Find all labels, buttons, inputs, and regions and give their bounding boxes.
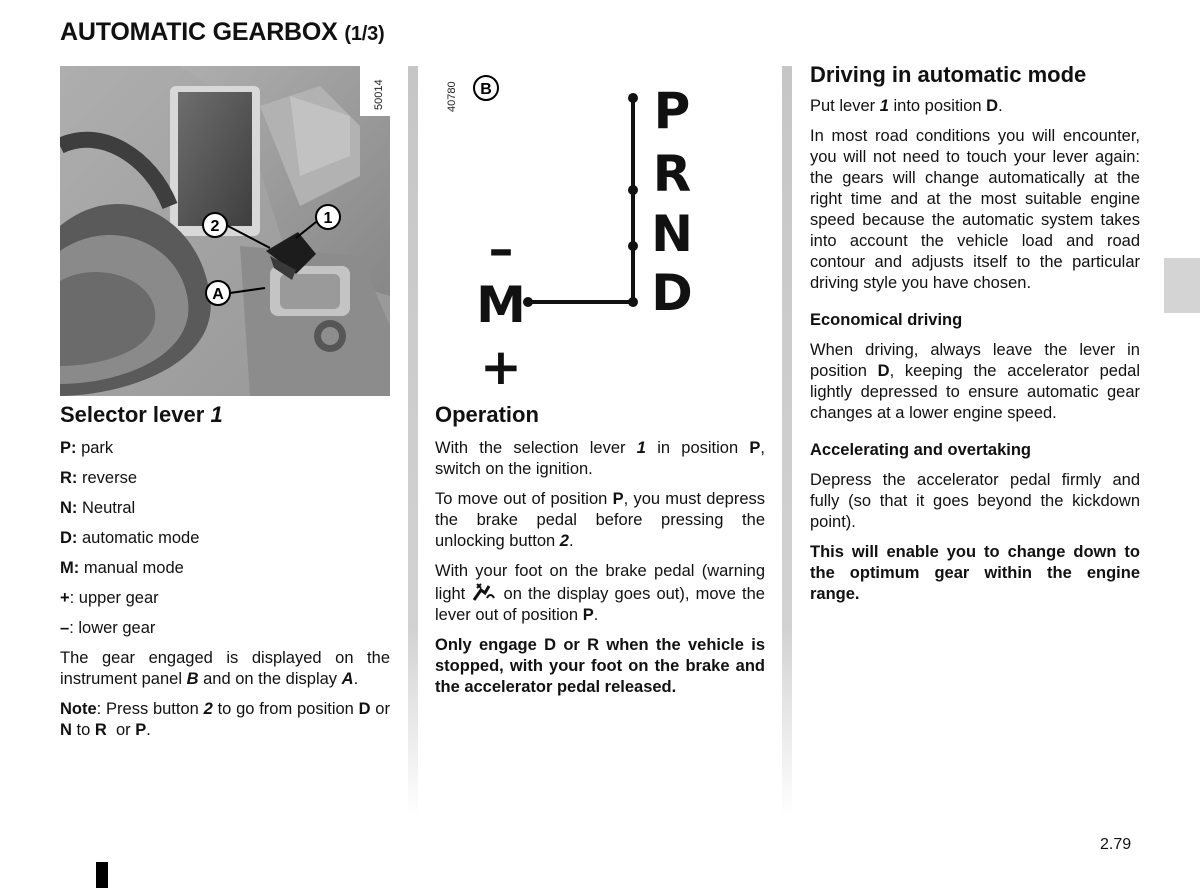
gear-label-p: P [653, 82, 691, 140]
operation-paragraph-1: With the selection lever 1 in position P, switch on the ignition. [435, 439, 765, 478]
automatic-mode-paragraph-1: Put lever 1 into position D. [810, 97, 1003, 115]
gate-dot-n [628, 241, 638, 251]
operation-heading: Operation [435, 402, 539, 427]
gear-item-m: M: manual mode [60, 559, 184, 577]
foot-on-brake-warning-icon [471, 582, 497, 602]
kickdown-note: This will enable you to change down to the optimum gear within the engine range. [810, 543, 1140, 603]
crop-mark [96, 862, 108, 888]
selector-lever-section [60, 402, 390, 750]
gear-item-minus: –: lower gear [60, 619, 156, 637]
gear-display-paragraph: The gear engaged is displayed on the instrument panel B and on the display A. [60, 649, 390, 688]
gear-item-r: R: reverse [60, 469, 138, 487]
gate-dot-d [628, 297, 638, 307]
selector-lever-heading: Selector lever 1 [60, 402, 223, 427]
gear-item-n: N: Neutral [60, 499, 136, 517]
gear-item-plus: +: upper gear [60, 589, 159, 607]
gear-label-n: N [651, 205, 693, 263]
page-title-suffix: (1/3) [344, 23, 385, 45]
gate-illustration [435, 66, 765, 396]
diagram-figure-number: 40780 [446, 81, 458, 112]
economical-driving-paragraph: When driving, always leave the lever in position D, keeping the accelerator pedal lightly depressed to ensure automatic gear changes at a lower engine speed. [810, 341, 1140, 422]
interior-illustration [60, 66, 390, 396]
gear-label-d: D [651, 264, 693, 322]
accelerating-paragraph: Depress the accelerator pedal firmly and fully (so that it goes beyond the kickdown point). [810, 471, 1140, 531]
callout-1: 1 [323, 210, 333, 227]
accelerating-heading: Accelerating and overtaking [810, 441, 1031, 459]
automatic-mode-paragraph-2: In most road conditions you will encounter, you will not need to touch your lever again: the gears will change automatically at the right time and at the most suitable engine speed because the automatic system takes into account the vehicle load and road contour and adjusts itself to the particular driving style you have chosen. [810, 127, 1140, 292]
gate-dot-r [628, 185, 638, 195]
page-title [60, 18, 385, 47]
gear-label-m: M [476, 276, 526, 334]
gear-item-p: P: park [60, 439, 114, 457]
column-divider-left [408, 66, 418, 816]
gear-label-r: R [652, 145, 692, 203]
callout-b: B [480, 81, 492, 98]
gear-label-plus: + [480, 338, 522, 396]
photo-figure-number: 50014 [373, 79, 385, 110]
gear-label-minus: – [488, 220, 514, 278]
automatic-mode-section [810, 62, 1140, 614]
operation-warning: Only engage D or R when the vehicle is stopped, with your foot on the brake and the accelerator pedal released. [435, 636, 765, 696]
page-number: 2.79 [1100, 836, 1132, 853]
callout-2: 2 [210, 218, 220, 235]
operation-section [435, 402, 765, 707]
selector-lever-photo [60, 66, 390, 396]
gear-gate-diagram [435, 66, 765, 396]
operation-paragraph-2: To move out of position P, you must depress the brake pedal before pressing the unlocking button 2. [435, 490, 765, 550]
column-divider-right [782, 66, 792, 816]
page-title-text: AUTOMATIC GEARBOX [60, 18, 338, 46]
operation-paragraph-3: With your foot on the brake pedal (warning light on the display goes out), move the lever out of position P. [435, 562, 765, 624]
economical-driving-heading: Economical driving [810, 311, 963, 329]
note-paragraph: Note: Press button 2 to go from position D or N to R or P. [60, 700, 390, 739]
chapter-tab [1164, 258, 1200, 313]
callout-a: A [212, 286, 224, 303]
gate-dot-p [628, 93, 638, 103]
automatic-mode-heading: Driving in automatic mode [810, 62, 1087, 87]
gear-item-d: D: automatic mode [60, 529, 200, 547]
